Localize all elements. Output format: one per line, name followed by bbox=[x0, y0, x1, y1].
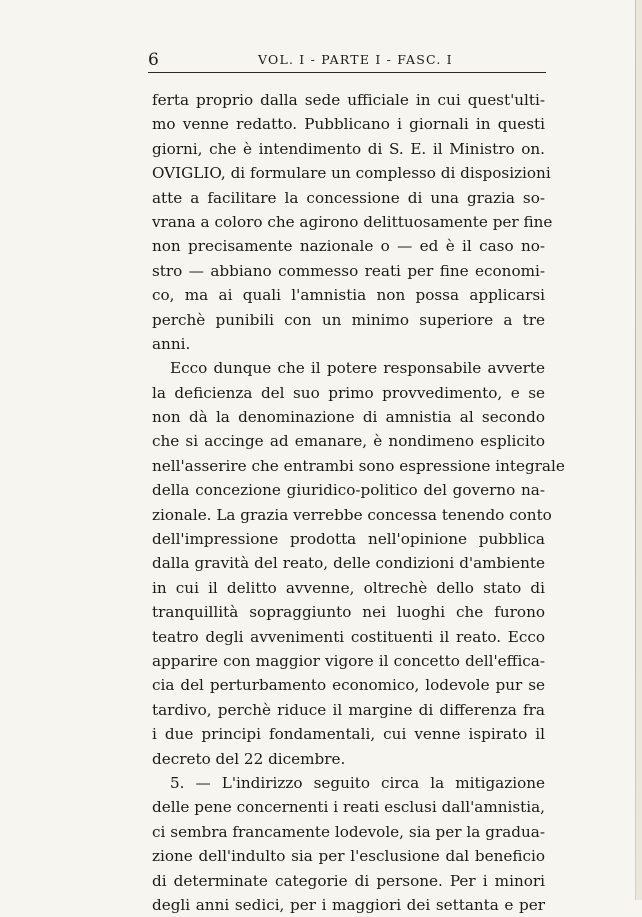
text-line: OVIGLIO, di formulare un complesso di disposizioni bbox=[152, 164, 551, 183]
text-line: vrana a coloro che agirono delittuosamente per fine bbox=[152, 212, 553, 231]
text-line: che si accinge ad emanare, è nondimeno esplicito bbox=[152, 432, 545, 451]
text-line: perchè punibili con un minimo superiore a tre bbox=[152, 310, 545, 329]
page-edge-line bbox=[635, 0, 636, 900]
text-line: decreto del 22 dicembre. bbox=[152, 749, 346, 768]
text-line: zionale. La grazia verrebbe concessa tenendo conto bbox=[152, 505, 552, 524]
text-line: in cui il delitto avvenne, oltrechè dello stato di bbox=[152, 578, 545, 597]
text-line: zione dell'indulto sia per l'esclusione dal beneficio bbox=[152, 847, 545, 866]
text-line: tranquillità sopraggiunto nei luoghi che furono bbox=[152, 603, 545, 622]
text-line: nell'asserire che entrambi sono espressione integrale bbox=[152, 456, 565, 475]
text-line: teatro degli avvenimenti costituenti il reato. Ecco bbox=[152, 627, 545, 646]
text-line: stro — abbiano commesso reati per fine economi- bbox=[152, 261, 545, 280]
text-line: atte a facilitare la concessione di una grazia so- bbox=[152, 188, 545, 207]
text-line: ferta proprio dalla sede ufficiale in cui quest'ulti- bbox=[152, 91, 545, 109]
text-line: tardivo, perchè riduce il margine di differenza fra bbox=[152, 700, 545, 719]
text-line: co, ma ai quali l'amnistia non possa applicarsi bbox=[152, 286, 545, 305]
text-line: non precisamente nazionale o — ed è il caso no- bbox=[152, 237, 545, 256]
header-rule bbox=[148, 72, 546, 73]
text-line: apparire con maggior vigore il concetto dell'effica- bbox=[152, 651, 545, 670]
page-header bbox=[148, 49, 546, 71]
text-line: giorni, che è intendimento di S. E. il Ministro on. bbox=[152, 139, 545, 158]
text-line: ci sembra francamente lodevole, sia per la gradua- bbox=[152, 822, 545, 841]
text-line: cia del perturbamento economico, lodevole pur se bbox=[152, 676, 545, 695]
text-line: dalla gravità del reato, delle condizioni d'ambiente bbox=[152, 554, 545, 573]
text-line: della concezione giuridico-politico del governo na- bbox=[152, 481, 545, 500]
paragraph-start-line: Ecco dunque che il potere responsabile avverte bbox=[170, 359, 545, 378]
text-line: dell'impressione prodotta nell'opinione pubblica bbox=[152, 530, 545, 549]
running-head: VOL. I - PARTE I - FASC. I bbox=[258, 52, 453, 67]
text-line: anni. bbox=[152, 334, 191, 353]
text-line: degli anni sedici, per i maggiori dei settanta e per bbox=[152, 895, 545, 914]
text-line: di determinate categorie di persone. Per i minori bbox=[152, 871, 545, 890]
paragraph-start-line: 5. — L'indirizzo seguito circa la mitigazione bbox=[170, 773, 545, 792]
text-line: delle pene concernenti i reati esclusi dall'amnistia, bbox=[152, 798, 545, 817]
text-line: mo venne redatto. Pubblicano i giornali in questi bbox=[152, 115, 545, 134]
text-line: non dà la denominazione di amnistia al secondo bbox=[152, 408, 545, 427]
page-edge-shadow bbox=[636, 0, 642, 900]
page-number: 6 bbox=[148, 50, 159, 70]
text-line: la deficienza del suo primo provvedimento, e se bbox=[152, 383, 545, 402]
body-text bbox=[152, 88, 565, 917]
text-line: i due principi fondamentali, cui venne ispirato il bbox=[152, 725, 545, 744]
